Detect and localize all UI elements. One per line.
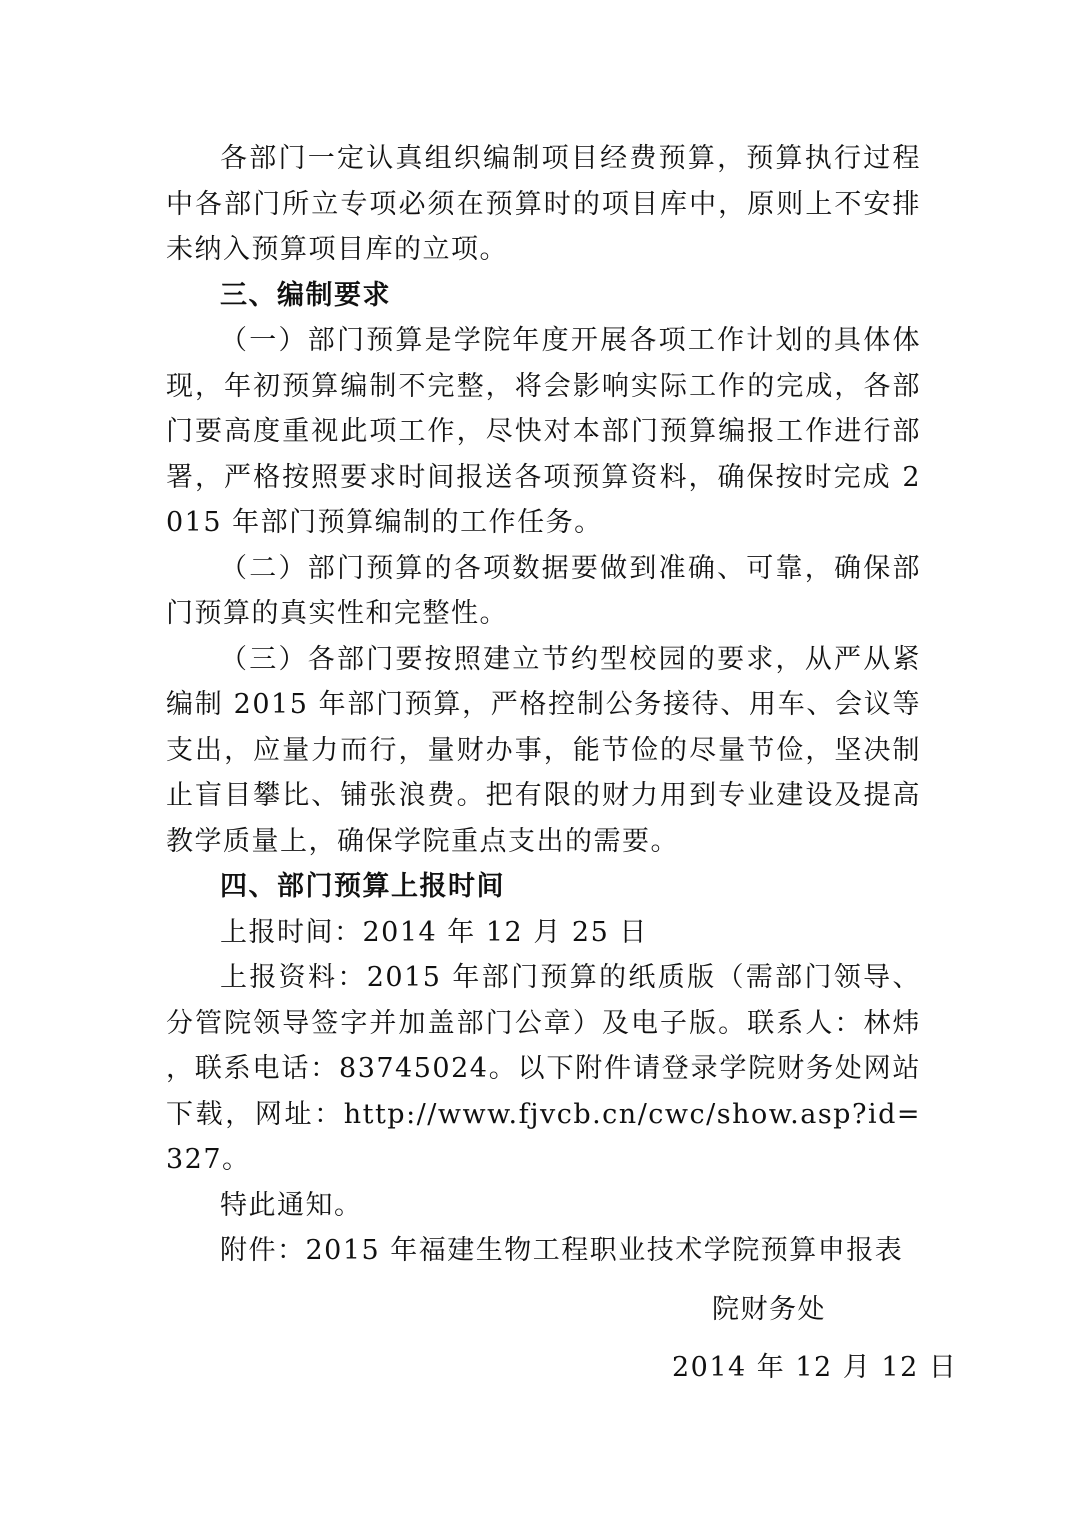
signature-date: 2014 年 12 月 12 日 [672,1352,958,1383]
section-heading-requirements: 三、编制要求 [220,279,391,311]
paragraph-report-materials: 上报资料：2015 年部门预算的纸质版（需部门领导、分管院领导签字并加盖部门公章）及电子版。联系人：林炜 ，联系电话：83745024。以下附件请登录学院财务处网站下载，网址：http://www.fjvcb.cn/cwc/show.asp?id=327。 [166,962,921,1175]
paragraph-requirement-1: （一）部门预算是学院年度开展各项工作计划的具体体现，年初预算编制不完整，将会影响实际工作的完成，各部门要高度重视此项工作，尽快对本部门预算编报工作进行部署，严格按照要求时间报送各项预算资料，确保按时完成 2015 年部门预算编制的工作任务。 [166,325,921,538]
section-heading-deadline: 四、部门预算上报时间 [220,871,505,902]
paragraph-requirement-3: （三）各部门要按照建立节约型校园的要求，从严从紧编制 2015 年部门预算，严格控制公务接待、用车、会议等支出，应量力而行，量财办事，能节俭的尽量节俭，坚决制止盲目攀比、铺张浪费。把有限的财力用到专业建设及提高教学质量上，确保学院重点支出的需要。 [166,643,921,857]
paragraph-project-budget: 各部门一定认真组织编制项目经费预算，预算执行过程中各部门所立专项必须在预算时的项目库中，原则上不安排未纳入预算项目库的立项。 [166,143,921,265]
signature-org: 院财务处 [712,1294,826,1325]
paragraph-report-time: 上报时间：2014 年 12 月 25 日 [220,916,648,948]
paragraph-attachment: 附件：2015 年福建生物工程职业技术学院预算申报表 [220,1235,904,1266]
document-body [166,136,921,1274]
paragraph-notice: 特此通知。 [220,1189,363,1221]
paragraph-requirement-2: （二）部门预算的各项数据要做到准确、可靠，确保部门预算的真实性和完整性。 [166,552,921,629]
